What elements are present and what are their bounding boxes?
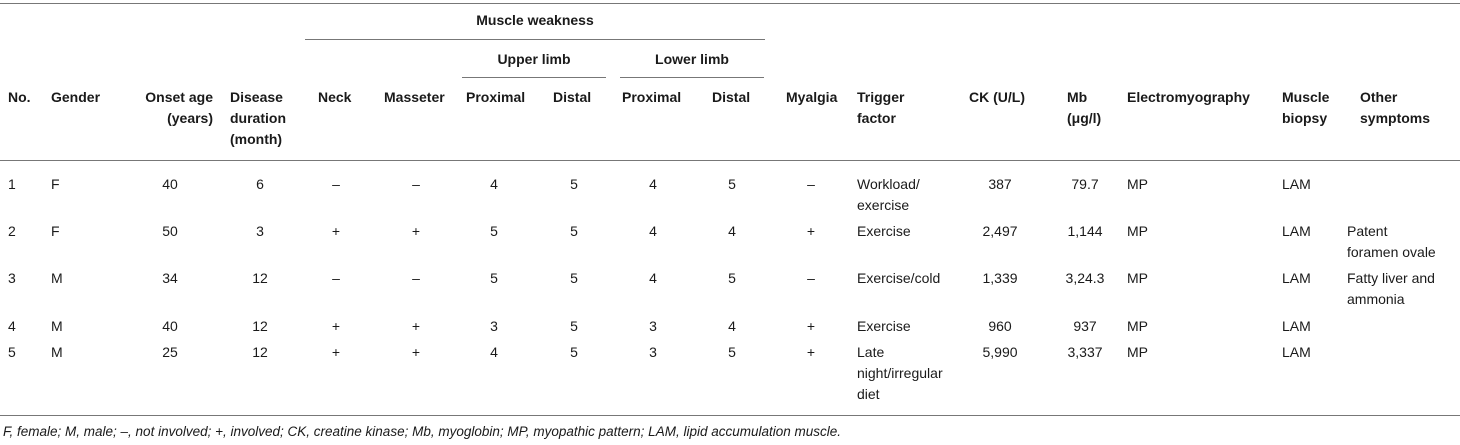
cell-other: Fatty liver and ammonia — [1347, 270, 1435, 307]
upper-limb-underline — [462, 77, 606, 78]
cell-mb: 3,24.3 — [1065, 270, 1105, 286]
footnote: F, female; M, male; –, not involved; +, involved; CK, creatine kinase; Mb, myoglobin; MP, myopathic pattern; LAM, lipid accumulation muscle. — [3, 424, 842, 439]
cell-biopsy: LAM — [1282, 176, 1311, 192]
cell-onset-age: 25 — [162, 344, 178, 360]
cell-neck: + — [331, 318, 341, 334]
col-header-gender: Gender — [51, 89, 101, 105]
cell-duration: 12 — [252, 318, 268, 334]
col-header-masseter: Masseter — [384, 89, 445, 105]
subgroup-lower-limb: Lower limb — [655, 51, 729, 67]
cell-lower-proximal: 4 — [649, 223, 657, 239]
cell-trigger: Exercise — [857, 223, 911, 239]
cell-other: Patent foramen ovale — [1347, 223, 1436, 260]
col-header-mb: Mb (μg/l) — [1067, 89, 1102, 126]
cell-duration: 6 — [256, 176, 264, 192]
cell-onset-age: 50 — [162, 223, 178, 239]
cell-gender: F — [51, 176, 60, 192]
cell-no: 3 — [8, 270, 16, 286]
col-header-disease-duration: Disease duration (month) — [230, 89, 286, 147]
col-header-muscle-biopsy: Muscle biopsy — [1282, 89, 1330, 126]
table-top-rule — [0, 3, 1460, 4]
cell-onset-age: 40 — [162, 318, 178, 334]
cell-no: 2 — [8, 223, 16, 239]
cell-upper-distal: 5 — [570, 223, 578, 239]
cell-myalgia: + — [806, 318, 816, 334]
cell-lower-distal: 4 — [728, 223, 736, 239]
cell-lower-distal: 4 — [728, 318, 736, 334]
cell-mb: 79.7 — [1071, 176, 1099, 192]
cell-duration: 12 — [252, 344, 268, 360]
cell-onset-age: 40 — [162, 176, 178, 192]
cell-emg: MP — [1127, 223, 1148, 239]
cell-emg: MP — [1127, 270, 1148, 286]
col-header-upper-distal: Distal — [553, 89, 592, 105]
cell-lower-proximal: 4 — [649, 176, 657, 192]
group-header-muscle-weakness: Muscle weakness — [476, 12, 594, 28]
cell-upper-proximal: 5 — [490, 270, 498, 286]
cell-emg: MP — [1127, 344, 1148, 360]
cell-upper-distal: 5 — [570, 270, 578, 286]
cell-neck: – — [332, 270, 340, 286]
cell-ck: 2,497 — [982, 223, 1018, 239]
group-underline — [305, 39, 765, 40]
cell-emg: MP — [1127, 318, 1148, 334]
table-bottom-rule — [0, 415, 1460, 416]
col-header-neck: Neck — [318, 89, 352, 105]
col-header-upper-proximal: Proximal — [466, 89, 526, 105]
cell-masseter: + — [411, 223, 421, 239]
cell-mb: 937 — [1073, 318, 1097, 334]
cell-gender: M — [51, 318, 63, 334]
cell-neck: – — [332, 176, 340, 192]
col-header-no: No. — [8, 89, 31, 105]
lower-limb-underline — [620, 77, 764, 78]
cell-trigger: Exercise — [857, 318, 911, 334]
cell-myalgia: + — [806, 223, 816, 239]
cell-myalgia: – — [807, 270, 815, 286]
cell-lower-distal: 5 — [728, 344, 736, 360]
cell-masseter: – — [412, 176, 420, 192]
cell-myalgia: + — [806, 344, 816, 360]
cell-lower-proximal: 3 — [649, 344, 657, 360]
cell-neck: + — [331, 344, 341, 360]
cell-masseter: + — [411, 318, 421, 334]
col-header-other-symptoms: Other symptoms — [1360, 89, 1431, 126]
subgroup-upper-limb: Upper limb — [497, 51, 571, 67]
cell-biopsy: LAM — [1282, 344, 1311, 360]
cell-duration: 3 — [256, 223, 264, 239]
cell-upper-proximal: 4 — [490, 176, 498, 192]
cell-trigger: Workload/ exercise — [857, 176, 920, 213]
cell-ck: 1,339 — [982, 270, 1018, 286]
cell-ck: 387 — [988, 176, 1012, 192]
cell-biopsy: LAM — [1282, 270, 1311, 286]
cell-gender: F — [51, 223, 60, 239]
cell-upper-distal: 5 — [570, 318, 578, 334]
cell-emg: MP — [1127, 176, 1148, 192]
cell-mb: 1,144 — [1067, 223, 1103, 239]
cell-ck: 960 — [988, 318, 1012, 334]
col-header-myalgia: Myalgia — [786, 89, 838, 105]
cell-lower-proximal: 4 — [649, 270, 657, 286]
cell-masseter: + — [411, 344, 421, 360]
col-header-ck: CK (U/L) — [969, 89, 1025, 105]
cell-mb: 3,337 — [1067, 344, 1103, 360]
cell-onset-age: 34 — [162, 270, 178, 286]
cell-trigger: Late night/irregular diet — [857, 344, 943, 402]
cell-biopsy: LAM — [1282, 223, 1311, 239]
cell-gender: M — [51, 344, 63, 360]
cell-no: 1 — [8, 176, 16, 192]
col-header-lower-distal: Distal — [712, 89, 751, 105]
cell-biopsy: LAM — [1282, 318, 1311, 334]
cell-upper-proximal: 4 — [490, 344, 498, 360]
cell-no: 4 — [8, 318, 16, 334]
cell-neck: + — [331, 223, 341, 239]
cell-lower-distal: 5 — [728, 270, 736, 286]
cell-myalgia: – — [807, 176, 815, 192]
cell-no: 5 — [8, 344, 16, 360]
col-header-onset-age: Onset age (years) — [145, 89, 213, 126]
cell-trigger: Exercise/cold — [857, 270, 941, 286]
cell-lower-proximal: 3 — [649, 318, 657, 334]
cell-upper-distal: 5 — [570, 344, 578, 360]
cell-duration: 12 — [252, 270, 268, 286]
col-header-electromyography: Electromyography — [1127, 89, 1250, 105]
cell-masseter: – — [412, 270, 420, 286]
cell-upper-proximal: 5 — [490, 223, 498, 239]
col-header-trigger-factor: Trigger factor — [857, 89, 905, 126]
cell-lower-distal: 5 — [728, 176, 736, 192]
header-bottom-rule — [0, 160, 1460, 161]
cell-ck: 5,990 — [982, 344, 1018, 360]
cell-upper-proximal: 3 — [490, 318, 498, 334]
cell-upper-distal: 5 — [570, 176, 578, 192]
col-header-lower-proximal: Proximal — [622, 89, 682, 105]
cell-gender: M — [51, 270, 63, 286]
